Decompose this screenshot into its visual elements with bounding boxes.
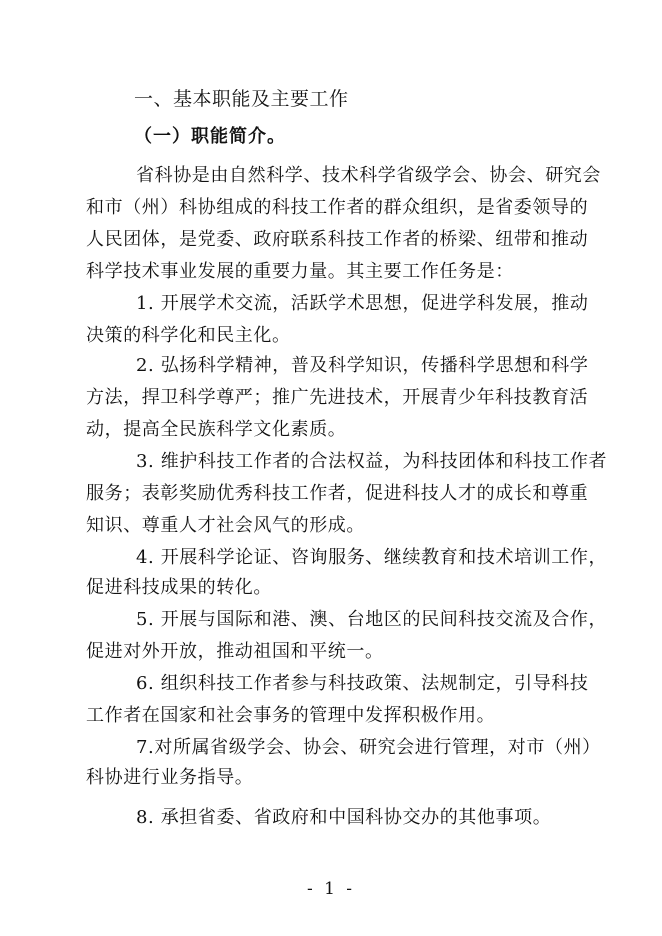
list-item-line: 知识、尊重人才社会风气的形成。	[86, 515, 365, 536]
page-number: - 1 -	[306, 879, 356, 899]
list-item-line: 科协进行业务指导。	[86, 767, 254, 788]
list-item-line: 方法，捍卫科学尊严；推广先进技术，开展青少年科技教育活	[86, 387, 589, 408]
list-item-line: 动，提高全民族科学文化素质。	[86, 419, 347, 440]
list-item-line: 7.对所属省级学会、协会、研究会进行管理，对市（州）	[136, 737, 601, 758]
list-item-line: 2. 弘扬科学精神，普及科学知识，传播科学思想和科学	[136, 355, 589, 376]
list-item-line: 促进科技成果的转化。	[86, 577, 272, 598]
list-item-line: 4. 开展科学论证、咨询服务、继续教育和技术培训工作，	[136, 547, 608, 568]
list-item-line: 工作者在国家和社会事务的管理中发挥积极作用。	[86, 705, 496, 726]
intro-line: 和市（州）科协组成的科技工作者的群众组织，是省委领导的	[86, 197, 589, 218]
list-item-line: 服务；表彰奖励优秀科技工作者，促进科技人才的成长和尊重	[86, 483, 589, 504]
list-item-line: 8. 承担省委、省政府和中国科协交办的其他事项。	[136, 807, 552, 828]
subsection-heading: （一）职能简介。	[134, 126, 286, 147]
intro-line: 人民团体，是党委、政府联系科技工作者的桥梁、纽带和推动	[86, 229, 589, 250]
intro-line: 科学技术事业发展的重要力量。其主要工作任务是：	[86, 261, 514, 282]
list-item-line: 决策的科学化和民主化。	[86, 325, 291, 346]
list-item-line: 3. 维护科技工作者的合法权益，为科技团体和科技工作者	[136, 451, 608, 472]
section-heading: 一、基本职能及主要工作	[134, 88, 349, 110]
list-item-line: 5. 开展与国际和港、澳、台地区的民间科技交流及合作，	[136, 609, 608, 630]
list-item-line: 6. 组织科技工作者参与科技政策、法规制定，引导科技	[136, 673, 589, 694]
intro-line: 省科协是由自然科学、技术科学省级学会、协会、研究会	[136, 165, 601, 186]
list-item-line: 促进对外开放，推动祖国和平统一。	[86, 641, 384, 662]
list-item-line: 1. 开展学术交流，活跃学术思想，促进学科发展，推动	[136, 293, 589, 314]
